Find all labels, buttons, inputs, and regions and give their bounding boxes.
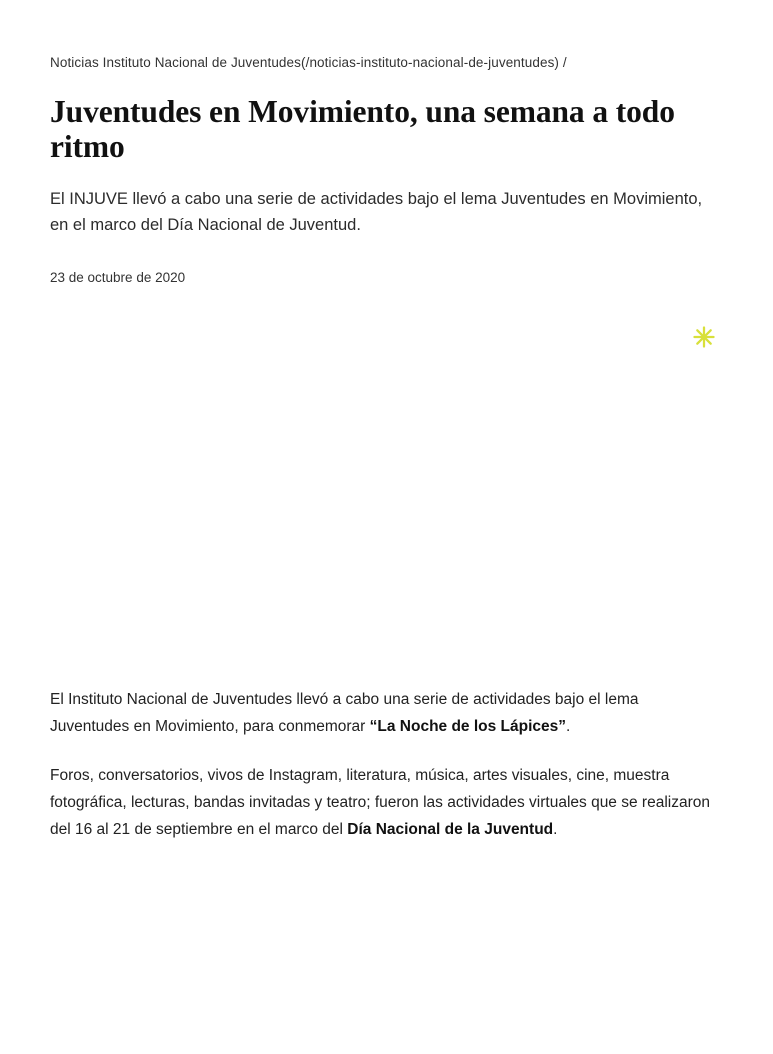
paragraph-text-end: . — [566, 718, 571, 735]
breadcrumb-link-noticias[interactable]: Noticias Instituto Nacional de Juventudes — [50, 55, 301, 70]
asterisk-spinner-icon — [691, 324, 717, 350]
article-page — [0, 54, 773, 1054]
article-date: 23 de octubre de 2020 — [50, 270, 186, 285]
article-paragraph — [50, 686, 722, 740]
page-title: Juventudes en Movimiento, una semana a todo ritmo — [50, 94, 675, 164]
article-paragraph — [50, 762, 722, 843]
paragraph-text-start: El Instituto Nacional de Juventudes llevó a cabo una serie de actividades bajo el lema Juventudes en Movimiento, para conmemorar — [50, 691, 639, 735]
article-body — [50, 686, 723, 843]
paragraph-text-end: . — [553, 821, 558, 838]
paragraph-emphasis: Día Nacional de la Juventud — [347, 821, 554, 838]
breadcrumb-link-path: (/noticias-instituto-nacional-de-juventudes) — [301, 55, 560, 70]
paragraph-emphasis: “La Noche de los Lápices” — [369, 718, 567, 735]
breadcrumb-separator: / — [562, 55, 567, 70]
media-placeholder — [50, 288, 723, 678]
paragraph-text-start: Foros, conversatorios, vivos de Instagram, literatura, música, artes visuales, cine, muestra fotográfica, lecturas, bandas invitadas y teatro; fueron las actividades virtuales que se realizaron del 16 al 21 de septiembre en el marco del — [50, 767, 710, 838]
breadcrumb — [50, 54, 723, 72]
article-lead: El INJUVE llevó a cabo una serie de actividades bajo el lema Juventudes en Movimiento, en el marco del Día Nacional de Juventud. — [50, 190, 703, 234]
